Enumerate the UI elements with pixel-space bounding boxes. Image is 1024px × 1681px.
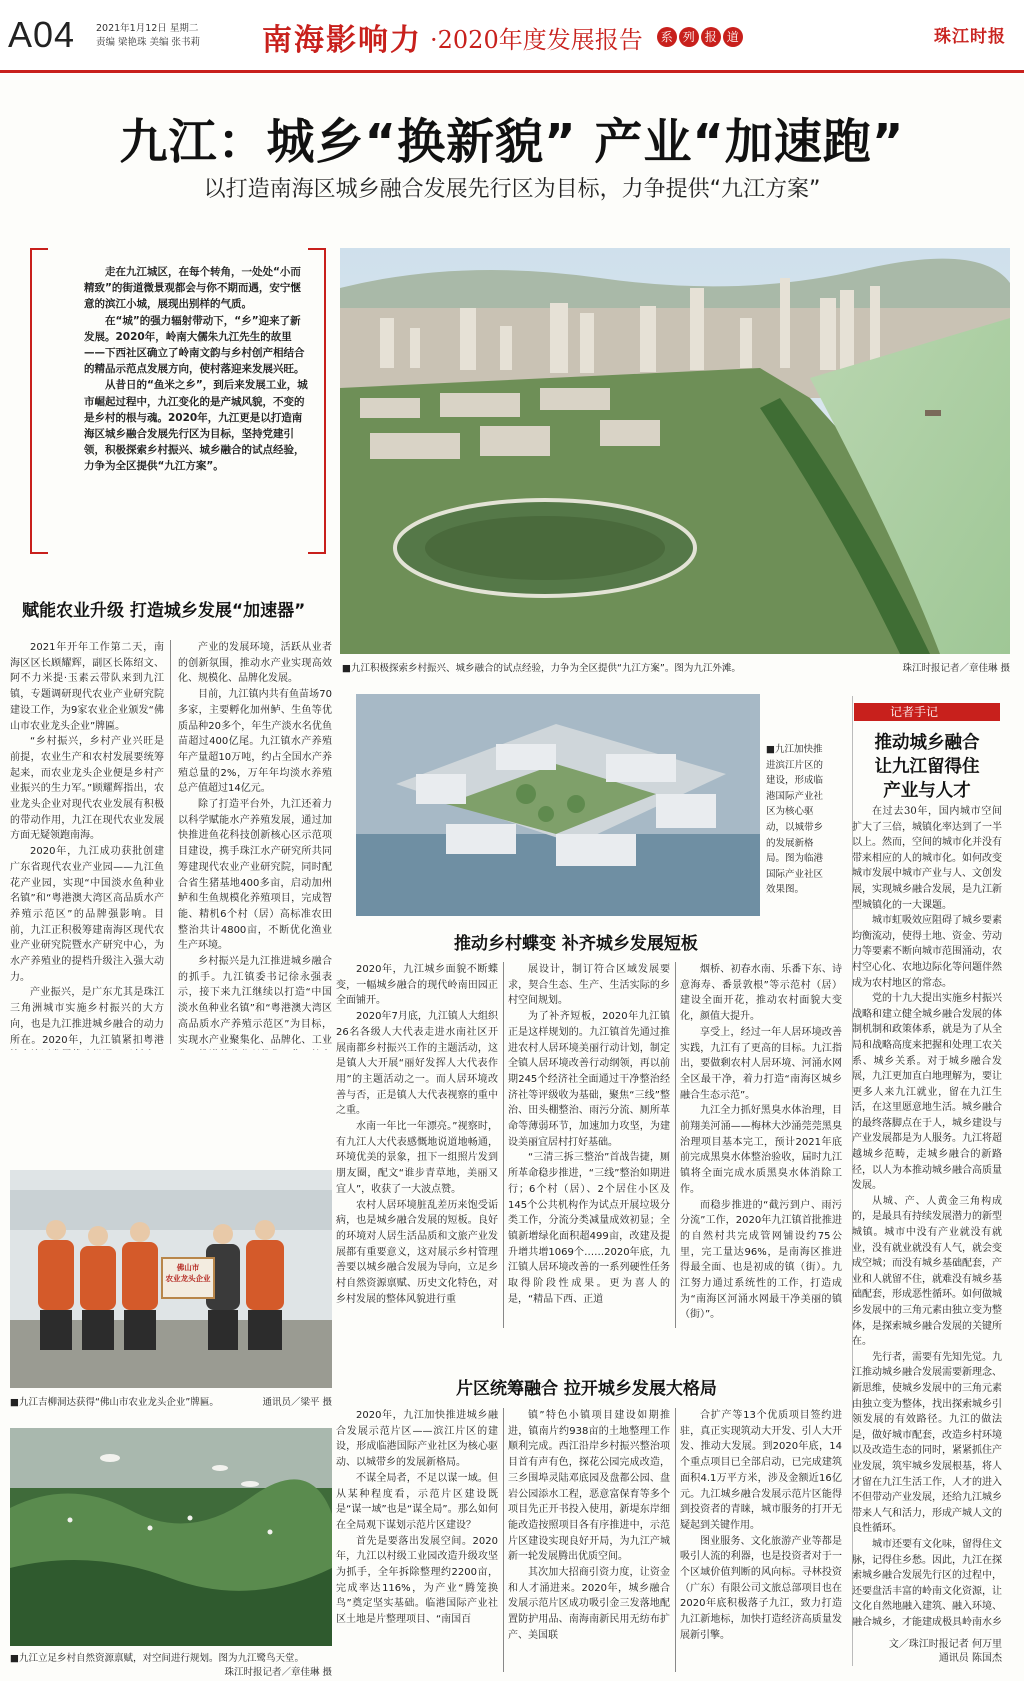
column-divider bbox=[675, 1408, 676, 1672]
editorial-credit-line: 通讯员 陈国杰 bbox=[938, 1653, 1002, 1664]
editorial-tag: 记者手记 bbox=[854, 703, 1000, 721]
render-photo-illustration bbox=[356, 694, 760, 916]
editorial-paragraph: 城市虹吸效应阻碍了城乡要素均衡流动，使得土地、资金、劳动力等要素不断向城市范围涌动，农村空心化、农地边际化等问题伴然成为农村地区的常态。 bbox=[852, 915, 1002, 989]
editorial-paragraph: 从城、产、人黄金三角构成的，是最具有持续发展潜力的新型城镇。城市中没有产业就没有就业，没有就业就没有人气，就会变成空城；而没有城乡基础配套，产业和人就留不住，就难没有城乡基础配套，形成恶性循环。如何做城乡发展中的三角元素由独立变为整体，是探索城乡融合发展的关键所在。 bbox=[852, 1195, 1002, 1348]
body-paragraph: 产业的发展环境，活跃从业者的创新氛围，推动水产业实现高效化、规模化、品牌化发展。 bbox=[178, 642, 332, 685]
page-number: A04 bbox=[8, 14, 76, 55]
section1-heading: 赋能农业升级 打造城乡发展“加速器” bbox=[22, 601, 306, 621]
editorial-title-line: 推动城乡融合 bbox=[874, 733, 980, 753]
masthead-logo: 珠江时报 bbox=[934, 27, 1006, 47]
editorial-paragraph: 城市还要有文化味，留得住文脉，记得住乡愁。因此，九江在探索城乡融合发展先行区的过程中，还要盘活丰富的岭南文化资源，让文化自然地融入建筑、融入环境、融合城乡，才能建成极具岭南水乡 bbox=[852, 1538, 1002, 1628]
body-paragraph: 产业振兴，是广东尤其是珠江三角洲城市实施乡村振兴的大方向，也是九江推进城乡融合的动力所在。2020年，九江镇紧扣粤港 bbox=[10, 987, 164, 1046]
aerial-photo-illustration bbox=[340, 248, 1010, 654]
egret-photo bbox=[10, 1428, 332, 1646]
editorial-title-line: 产业与人才 bbox=[883, 781, 971, 801]
body-paragraph: 2020年，九江成功获批创建广东省现代农业产业园——九江鱼花产业园，实现“中国淡水鱼种业名镇”和“粤港澳大湾区高品质水产养殖示范区”的品牌强影响。目前，九江正积极筹建南海区现代农业产业研究院暨水产研究中心，为水产养殖业的提档升级注入强大动力。 bbox=[10, 846, 164, 983]
body-paragraph: 农村人居环境脏乱差历来饱受诟病，也是城乡融合发展的短板。良好的环境对人居生活品质和文旅产业发展都有重要意义，这对展示乡村管理善要以城乡融合发展为导向，立足乡村自然资源禀赋、历史文化特色，对乡村发展的整体风貌进行重 bbox=[336, 1199, 498, 1305]
body-paragraph: 目前，九江镇内共有鱼苗场70多家，主要孵化加州鲈、生鱼等优质品种20多个，年生产淡水名优鱼苗超过400亿尾。九江镇水产养殖年产量超10万吨，约占全国水产养殖总量的2%，万年年均淡水养殖总产值超过14亿元。 bbox=[178, 689, 332, 795]
body-paragraph: 享受上，经过一年人居环境改善实践，九江有了更高的目标。九江指出，要做剩农村人居环境、河涌水网全区最干净，着力打造“南海区城乡融合生态示范”。 bbox=[680, 1026, 842, 1101]
egret-photo-caption: ■九江立足乡村自然资源禀赋，对空间进行规划。图为九江鹭鸟天堂。 bbox=[10, 1653, 304, 1664]
issue-meta bbox=[96, 22, 200, 50]
body-paragraph: “乡村振兴，乡村产业兴旺是前提，农业生产和农村发展要统筹起来，而农业龙头企业便是乡村产业振兴的生力军。”顾耀辉指出，农业龙头企业对现代农业发展有积极的带动作用，九江在现代农业发展方面无疑领跑南海。 bbox=[10, 736, 164, 842]
section1-column bbox=[178, 640, 332, 1050]
section2-heading: 推动乡村蝶变 补齐城乡发展短板 bbox=[454, 934, 698, 954]
render-photo-caption: ■九江加快推进滨江片区的建设，形成临港国际产业社区为核心驱动，以城带乡的发展新格局。图为临港国际产业社区效果图。 bbox=[766, 744, 824, 896]
lead-paragraph: 在“城”的强力辐射带动下，“乡”迎来了新发展。2020年，岭南大儒朱九江先生的故里——下西社区确立了岭南文韵与乡村创产相结合的精品示范点发展方向，使村落迎来发展兴旺。 bbox=[84, 314, 305, 376]
body-paragraph: “三清三拆三整治”首战告捷，厕所革命稳步推进，“三线”整治如期进行；6个村（居）、2个居住小区及145个公共机构作为试点开展垃圾分类工作，分流分类减量成效初显；全镇新增绿化面积超499亩，改建及提升增共增1069个……2020年底，九江镇人居环境改善的一系列硬性任务取得阶段性成果。更为喜人的是，“精品下西、正道 bbox=[508, 1152, 670, 1305]
lead-text bbox=[84, 264, 310, 475]
column-divider bbox=[503, 962, 504, 1328]
column-divider bbox=[675, 962, 676, 1328]
editorial-credit bbox=[860, 1638, 1002, 1666]
section2-column bbox=[508, 962, 670, 1332]
section3-heading: 片区统筹融合 拉开城乡发展大格局 bbox=[456, 1379, 717, 1399]
article-title: 九江：城乡“换新貌” 产业“加速跑” bbox=[119, 114, 905, 170]
editorial-credit-line: 文／珠江时报记者 何万里 bbox=[888, 1639, 1002, 1650]
lead-paragraph: 从昔日的“鱼米之乡”，到后来发展工业，城市崛起过程中，九江变化的是产城风貌，不变的是乡村的根与魂。2020年，九江更是以打造南海区城乡融合发展先行区为目标，坚持党建引领，积极探索乡村振兴、城乡融合的试点经验，力争为全区提供“九江方案”。 bbox=[84, 379, 308, 473]
egret-photo-credit: 珠江时报记者／章佳琳 摄 bbox=[224, 1667, 332, 1678]
body-paragraph: 不谋全局者，不足以谋一域。但从某种程度看，示范片区建设既是“谋一域”也是“谋全局”。那么如何在全局观下谋划示范片区建设？ bbox=[336, 1472, 498, 1531]
plaque bbox=[162, 1262, 214, 1284]
series-tag-char: 系 bbox=[657, 27, 677, 47]
body-paragraph: 九江全力抓好黑臭水体治理，目前翔美河涌——梅林大沙涌莞莞黑臭治理项目基本完工，预计2021年底前完成黑臭水体整治验收，届时九江镇将全面完成水质黑臭水体消除工作。 bbox=[680, 1105, 842, 1195]
body-paragraph: 图业服务、文化旅游产业等都是吸引人流的利器，也是投资者对于一个区域价值判断的风向标。寻林投资（广东）有限公司文旅总部项目也在2020年底积极落子九江，致力打造九江新地标，加快打造经济高质量发展新引擎。 bbox=[680, 1535, 842, 1641]
editorial-paragraph: 先行者，需要有先知先觉。九江推动城乡融合发展需要新理念、新思维，使城乡发展中的三角元素由独立变为整体，找出探索城乡引领发展的有效路径。九江的做法是，做好城市配套，改造乡村环境以及改造生态的同时，紧紧抓住产业发展，筑牢城乡发展根基，将人才留在九江生活工作，人才的进入不但带动产业发展，还给九江城乡带来人气和活力，形成产城人文的良性循环。 bbox=[852, 1351, 1002, 1535]
group-photo-caption: ■九江吉柳洞达获得“佛山市农业龙头企业”牌匾。 bbox=[10, 1397, 219, 1408]
lead-paragraph: 走在九江城区，在每个转角，一处处“小而精致”的街道微景观都会与你不期而遇，安宁惬意的滨江小城，展现出别样的气质。 bbox=[84, 266, 301, 311]
editorial-paragraph: 党的十九大提出实施乡村振兴战略和建立健全城乡融合发展的体制机制和政策体系，就是为了从全局和战略高度来把握和处理工农关系、城乡关系。对于城乡融合发展，九江更加直白地理解为，要让更多人来九江就业，留在九江生活，在这里愿意地生活。城乡融合的最终落脚点在于人，城乡建设与产业发展都是为人服务。九江将超越城乡范畴，走城乡融合的新路径，以人为本推动城乡融合高质量发展。 bbox=[852, 993, 1002, 1192]
section1-column bbox=[10, 640, 164, 1050]
group-photo bbox=[10, 1170, 332, 1388]
body-paragraph: 首先是要落出发展空间。2020年，九江以村级工业园改造升级攻坚为抓手，全年拆除整理约2200亩，完成率达116%，为产业“腾笼换鸟”奠定坚实基础。临港国际产业社区土地是片整理项目、“南国百 bbox=[336, 1535, 498, 1626]
header-divider bbox=[0, 70, 1024, 73]
editorial-body bbox=[852, 804, 1002, 1630]
series-tag-char: 道 bbox=[723, 27, 743, 47]
aerial-photo bbox=[340, 248, 1010, 654]
lead-box bbox=[30, 248, 326, 550]
column-divider bbox=[170, 640, 171, 1044]
series-tag-char: 报 bbox=[701, 27, 721, 47]
group-photo-credit: 通讯员／梁平 摄 bbox=[262, 1397, 332, 1408]
article-subtitle: 以打造南海区城乡融合发展先行区为目标，力争提供“九江方案” bbox=[203, 177, 821, 202]
editorial-paragraph: 在过去30年，国内城市空间扩大了三倍，城镇化率达到了一半以上。然而，空间的城市化并没有带来相应的人的城市化。如何改变城市发展中城市产业与人、文创发展，实现城乡融合发展，是九江新型城镇化的一大课题。 bbox=[852, 806, 1002, 911]
issue-editors: 责编 梁艳珠 美编 张书莉 bbox=[96, 37, 201, 48]
banner-sub: ·2020年度发展报告 bbox=[430, 25, 643, 54]
page-header bbox=[0, 0, 1024, 74]
lead-bracket-right bbox=[308, 248, 326, 554]
section3-column bbox=[508, 1408, 670, 1674]
section-banner bbox=[262, 17, 745, 57]
issue-date: 2021年1月12日 星期二 bbox=[96, 23, 199, 34]
section2-column bbox=[680, 962, 842, 1332]
body-paragraph: 镇”特色小镇项目建设如期推进，镇南片约938亩的土地整理工作顺利完成。西江沿岸乡村振兴整治项目首有声有色，探花公园完成改造，三乡围埠灵陆邓底园及盘都公园、盘岩公园添水工程，恶意富保育等多个项目先正开书投入使用，新堤东岸细能改造按照项目各有序推进中，示范片区建设实现良好开局，为九江产城新一轮发展腾出优质空间。 bbox=[508, 1410, 670, 1563]
section3-column bbox=[336, 1408, 498, 1674]
lead-bracket-left bbox=[30, 248, 48, 554]
plaque-line: 佛山市 bbox=[176, 1263, 200, 1272]
body-paragraph: 合扩产等13个优质项目签约进驻，真正实现筑动大开发、引人大开发、推动大发展。到2020年底，14个重点项目已全部启动，已完成建筑面积4.1万平方米，涉及金额近16亿元。九江城乡融合发展示范片区能得到投资者的青睐，城市服务的打开无疑起到关键作用。 bbox=[680, 1410, 842, 1531]
body-paragraph: 水南一年比一年漂亮。”视察时，有九江人大代表感慨地说道地畅通，环境优美的景象，扭下一组照片发到朋友圈，配文“谁步青草地，美丽又宜人”，收获了一大波点赞。 bbox=[336, 1121, 498, 1195]
section3-column bbox=[680, 1408, 842, 1674]
body-paragraph: 2020年，九江加快推进城乡融合发展示范片区——滨江片区的建设，形成临港国际产业社区为核心驱动、以城带乡的发展新格局。 bbox=[336, 1410, 498, 1469]
body-paragraph: 乡村振兴是九江推进城乡融合的抓手。九江镇委书记徐永强表示，接下来九江继续以打造“中国淡水鱼种业名镇”和“粤港澳大湾区高品质水产养殖示范区”为目标，实现水产业聚集化、品牌化、工业 bbox=[178, 956, 332, 1046]
series-tag-char: 列 bbox=[679, 27, 699, 47]
banner-main: 南海影响力 bbox=[262, 23, 422, 58]
plaque-line: 农业龙头企业 bbox=[165, 1274, 211, 1283]
body-paragraph: 其次加大招商引资力度，让资金和人才涌进来。2020年，城乡融合发展示范片区成功吸引金三发落地配置防护用品、南海南新民用无纺布扩产、美国联 bbox=[508, 1567, 670, 1641]
render-photo bbox=[356, 694, 760, 916]
body-paragraph: 2020年7月底，九江镇人大组织26名各级人大代表走进水南社区开展南都乡村振兴工作的主题活动，这是镇人大开展“丽好发挥人大代表作用”的主题活动之一。而人居环境改善与否，正是镇人大代表视察的重中之重。 bbox=[336, 1011, 498, 1117]
column-divider bbox=[503, 1408, 504, 1672]
body-paragraph: 2020年，九江城乡面貌不断蝶变，一幅城乡融合的现代岭南田园正全面铺开。 bbox=[336, 964, 498, 1007]
editorial-title bbox=[852, 731, 1002, 803]
aerial-photo-caption: ■九江积极探索乡村振兴、城乡融合的试点经验，力争为全区提供“九江方案”。图为九江外滩。 bbox=[342, 663, 741, 674]
egret-photo-illustration bbox=[10, 1428, 332, 1646]
body-paragraph: 展设计，制订符合区域发展要求，契合生态、生产、生活实际的乡村空间规划。 bbox=[508, 964, 670, 1007]
body-paragraph: 为了补齐短板，2020年九江镇正是这样规划的。九江镇首先通过推进农村人居环境美丽行动计划，制定全镇人居环境改善行动纲领，再以前期245个经济社全面通过干净整治经济社等评级收为基础，聚焦“三线”整治、田头棚整治、雨污分流、厕所革命等薄弱环节，加速加力攻坚，为建设美丽宜居村打好基础。 bbox=[508, 1011, 670, 1148]
aerial-photo-credit: 珠江时报记者／章佳琳 摄 bbox=[902, 663, 1010, 674]
body-paragraph: 而稳步推进的“截污到户、雨污分流”工作，2020年九江镇首批推进的自然村共完成管网铺设约75公里，完工量达96%，是南海区推进得最全面、也是初成的镇（街）。九江努力通过系统性的工作，打造成为“南海区河涌水网最干净美丽的镇（街）”。 bbox=[680, 1199, 842, 1321]
editorial-title-line: 让九江留得住 bbox=[874, 757, 980, 777]
body-paragraph: 2021年开年工作第二天，南海区区长顾耀辉，副区长陈绍文、阿不力米提·玉素云带队来到九江镇，专题调研现代农业产业研究院建设工作，为9家农业企业颁发“佛山市农业龙头企业”牌匾。 bbox=[10, 642, 164, 732]
body-paragraph: 烟桥、初春水南、乐番下东、诗意海寿、番景敦根”等示范村（居）建设全面开花，推动农村面貌大变化，颜值大提升。 bbox=[680, 964, 842, 1023]
body-paragraph: 除了打造平台外，九江还着力以科学赋能水产养殖发展，通过加快推进鱼花科技创新核心区示范项目建设，携手珠江水产研究所共同筹建现代农业产业研究院，同时配合省生猪基地400多亩，启动加州鲈和生鱼规模化养殖项目，完成智能、精机6个村（居）高标准农田整治共计4800亩，不断优化渔业生产环境。 bbox=[178, 799, 332, 952]
section2-column bbox=[336, 962, 498, 1332]
series-tag bbox=[657, 27, 745, 47]
